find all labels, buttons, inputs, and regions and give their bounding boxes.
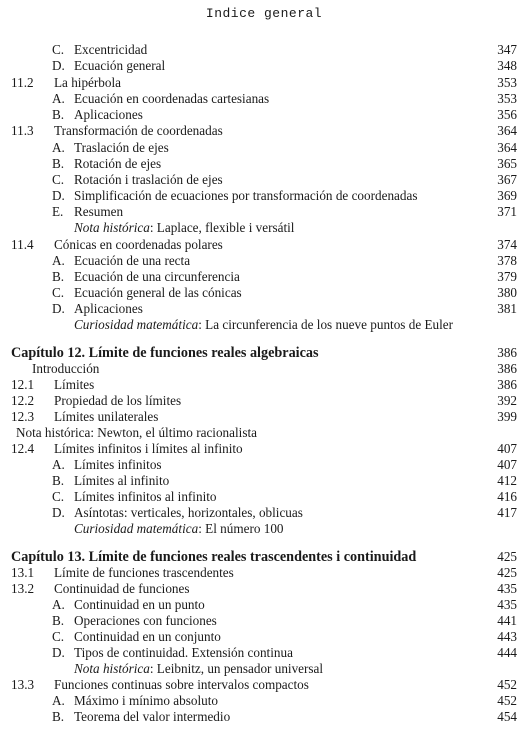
- toc-entry-title: Límites infinitos al infinito: [74, 489, 217, 504]
- toc-page-number: 412: [497, 473, 517, 488]
- toc-entry-title: Límite de funciones trascendentes: [54, 565, 234, 580]
- toc-row: [0, 123, 528, 139]
- toc-page-number: 417: [497, 505, 517, 520]
- toc-entry-title: Tipos de continuidad. Extensión continua: [74, 645, 293, 660]
- toc-entry-number: A.: [52, 457, 65, 472]
- toc-entry-number: A.: [52, 140, 65, 155]
- toc-entry-number: B.: [52, 269, 65, 284]
- toc-row: [0, 441, 528, 457]
- toc-note-text: : Newton, el último racionalista: [90, 425, 257, 440]
- toc-page-number: 353: [497, 91, 517, 106]
- toc-entry-title: Funciones continuas sobre intervalos compactos: [54, 677, 309, 692]
- toc-page-number: 381: [497, 301, 517, 316]
- toc-row: [0, 285, 528, 301]
- toc-entry-number: D.: [52, 645, 65, 660]
- toc-row: [0, 172, 528, 188]
- toc-entry-title: Teorema del valor intermedio: [74, 709, 231, 724]
- toc-row: [0, 220, 528, 236]
- toc-row: [0, 677, 528, 693]
- toc-note-prefix: Nota histórica: [74, 661, 150, 676]
- toc-note-prefix: Curiosidad matemática: [74, 317, 199, 332]
- toc-entry-title: La hipérbola: [54, 75, 122, 90]
- page-header: Indice general: [205, 6, 323, 21]
- toc-entry-number: 12.4: [11, 441, 35, 456]
- toc-page-number: 364: [497, 123, 517, 138]
- toc-page-number: 425: [497, 565, 517, 580]
- toc-page-number: 444: [497, 645, 517, 660]
- toc-page-number: 392: [497, 393, 517, 408]
- toc-entry-title: Límites al infinito: [74, 473, 170, 488]
- toc-note-text: : La circunferencia de los nueve puntos de Euler: [198, 317, 454, 332]
- toc-entry-title: Simplificación de ecuaciones por transformación de coordenadas: [74, 188, 418, 203]
- toc-entry-title: Operaciones con funciones: [74, 613, 217, 628]
- toc-page-number: 386: [497, 345, 517, 360]
- toc-row: [0, 361, 528, 377]
- toc-note-text: : Laplace, flexible i versátil: [149, 220, 295, 235]
- toc-row: [0, 613, 528, 629]
- toc-entry-number: 12.1: [11, 377, 35, 392]
- toc-entry-title: [16, 425, 257, 441]
- toc-page-number: 407: [497, 457, 517, 472]
- toc-entry-number: A.: [52, 597, 65, 612]
- toc-entry-title: Ecuación general: [74, 58, 166, 73]
- toc-page-number: 380: [497, 285, 517, 300]
- toc-entry-number: 12.2: [11, 393, 35, 408]
- toc-row: [0, 91, 528, 107]
- toc-page-number: 367: [497, 172, 517, 187]
- toc-page-number: 435: [497, 581, 517, 596]
- toc-row: [0, 597, 528, 613]
- toc-entry-title: Continuidad de funciones: [54, 581, 190, 596]
- toc-page-number: 443: [497, 629, 517, 644]
- toc-entry-number: D.: [52, 301, 65, 316]
- toc-note-prefix: Nota histórica: [16, 425, 91, 440]
- toc-page-number: 452: [497, 693, 517, 708]
- toc-row: [0, 457, 528, 473]
- toc-row: [0, 75, 528, 91]
- toc-note-prefix: Curiosidad matemática: [74, 521, 199, 536]
- toc-page-number: 347: [497, 42, 517, 57]
- toc-entry-number: C.: [52, 172, 65, 187]
- toc-entry-number: B.: [52, 156, 65, 171]
- toc-entry-title: Continuidad en un punto: [74, 597, 205, 612]
- toc-row: [0, 58, 528, 74]
- toc-row: [0, 188, 528, 204]
- toc-row: [0, 473, 528, 489]
- toc-page-number: 374: [497, 237, 517, 252]
- toc-row: [0, 693, 528, 709]
- toc-entry-number: 11.3: [11, 123, 34, 138]
- toc-chapter-row: [0, 345, 528, 361]
- toc-entry-title: Aplicaciones: [74, 301, 143, 316]
- toc-entry-title: Ecuación de una circunferencia: [74, 269, 240, 284]
- toc-entry-number: D.: [52, 188, 65, 203]
- toc-entry-title: [74, 220, 294, 236]
- toc-entry-title: Límites: [54, 377, 95, 392]
- toc-page-number: 371: [497, 204, 517, 219]
- toc-page-number: 435: [497, 597, 517, 612]
- toc-entry-title: [74, 317, 453, 333]
- toc-page-number: 353: [497, 75, 517, 90]
- toc-entry-title: Rotación i traslación de ejes: [74, 172, 223, 187]
- toc-entry-title: Capítulo 12. Límite de funciones reales algebraicas: [11, 345, 319, 361]
- toc-entry-title: Introducción: [32, 361, 100, 376]
- toc-entry-number: 11.4: [11, 237, 34, 252]
- toc-entry-number: A.: [52, 91, 65, 106]
- toc-row: [0, 521, 528, 537]
- toc-note-text: : El número 100: [198, 521, 284, 536]
- toc-entry-title: [74, 521, 284, 537]
- toc-row: [0, 489, 528, 505]
- toc-page-number: 364: [497, 140, 517, 155]
- toc-row: [0, 42, 528, 58]
- toc-entry-title: Rotación de ejes: [74, 156, 162, 171]
- toc-entry-number: B.: [52, 613, 65, 628]
- toc-page-number: 348: [497, 58, 517, 73]
- toc-entry-title: [74, 661, 323, 677]
- toc-entry-number: E.: [52, 204, 64, 219]
- toc-page-number: 365: [497, 156, 517, 171]
- toc-entry-title: Traslación de ejes: [74, 140, 169, 155]
- toc-page-number: 407: [497, 441, 517, 456]
- toc-note-text: : Leibnitz, un pensador universal: [149, 661, 324, 676]
- toc-page-number: 369: [497, 188, 517, 203]
- toc-page-number: 399: [497, 409, 517, 424]
- toc-entry-number: A.: [52, 253, 65, 268]
- toc-entry-number: 11.2: [11, 75, 34, 90]
- toc-entry-number: C.: [52, 42, 65, 57]
- toc-row: [0, 629, 528, 645]
- toc-row: [0, 269, 528, 285]
- toc-entry-title: Excentricidad: [74, 42, 148, 57]
- toc-entry-number: 13.1: [11, 565, 35, 580]
- toc-page-number: 386: [497, 361, 517, 376]
- toc-row: [0, 393, 528, 409]
- toc-row: [0, 156, 528, 172]
- toc-page-number: 441: [497, 613, 517, 628]
- toc-entry-title: Aplicaciones: [74, 107, 143, 122]
- toc-page-number: 452: [497, 677, 517, 692]
- toc-row: [0, 581, 528, 597]
- toc-note-prefix: Nota histórica: [74, 220, 150, 235]
- toc-entry-title: Cónicas en coordenadas polares: [54, 237, 223, 252]
- toc-row: [0, 237, 528, 253]
- toc-entry-number: A.: [52, 693, 65, 708]
- toc-page-number: 386: [497, 377, 517, 392]
- toc-row: [0, 301, 528, 317]
- toc-page-number: 356: [497, 107, 517, 122]
- toc-entry-title: Ecuación en coordenadas cartesianas: [74, 91, 270, 106]
- toc-entry-number: D.: [52, 505, 65, 520]
- toc-entry-number: B.: [52, 709, 65, 724]
- toc-row: [0, 505, 528, 521]
- toc-row: [0, 377, 528, 393]
- toc-row: [0, 204, 528, 220]
- toc-row: [0, 317, 528, 333]
- toc-entry-number: C.: [52, 629, 65, 644]
- toc-entry-number: 12.3: [11, 409, 35, 424]
- toc-row: [0, 565, 528, 581]
- toc-entry-title: Asíntotas: verticales, horizontales, oblicuas: [74, 505, 303, 520]
- toc-entry-title: Propiedad de los límites: [54, 393, 182, 408]
- toc-page-number: 416: [497, 489, 517, 504]
- toc-row: [0, 425, 528, 441]
- toc-entry-number: B.: [52, 107, 65, 122]
- toc-row: [0, 645, 528, 661]
- toc-page-number: 378: [497, 253, 517, 268]
- toc-entry-title: Ecuación de una recta: [74, 253, 191, 268]
- toc-entry-title: Capítulo 13. Límite de funciones reales trascendentes i continuidad: [11, 549, 417, 565]
- toc-entry-number: 13.3: [11, 677, 35, 692]
- toc-entry-title: Ecuación general de las cónicas: [74, 285, 242, 300]
- toc-entry-title: Resumen: [74, 204, 124, 219]
- toc-entry-title: Máximo i mínimo absoluto: [74, 693, 218, 708]
- toc-entry-title: Transformación de coordenadas: [54, 123, 223, 138]
- toc-page-number: 454: [497, 709, 517, 724]
- toc-entry-number: B.: [52, 473, 65, 488]
- toc-entry-title: Límites unilaterales: [54, 409, 159, 424]
- toc-chapter-row: [0, 549, 528, 565]
- toc-row: [0, 107, 528, 123]
- toc-page-number: 425: [497, 549, 517, 564]
- toc-entry-number: D.: [52, 58, 65, 73]
- toc-row: [0, 140, 528, 156]
- toc-row: [0, 409, 528, 425]
- toc-row: [0, 709, 528, 725]
- toc-entry-title: Límites infinitos i límites al infinito: [54, 441, 243, 456]
- toc-entry-number: 13.2: [11, 581, 35, 596]
- toc-entry-number: C.: [52, 285, 65, 300]
- toc-entry-title: Límites infinitos: [74, 457, 162, 472]
- toc-entry-title: Continuidad en un conjunto: [74, 629, 221, 644]
- toc-entry-number: C.: [52, 489, 65, 504]
- toc-page-number: 379: [497, 269, 517, 284]
- toc-row: [0, 661, 528, 677]
- toc-row: [0, 253, 528, 269]
